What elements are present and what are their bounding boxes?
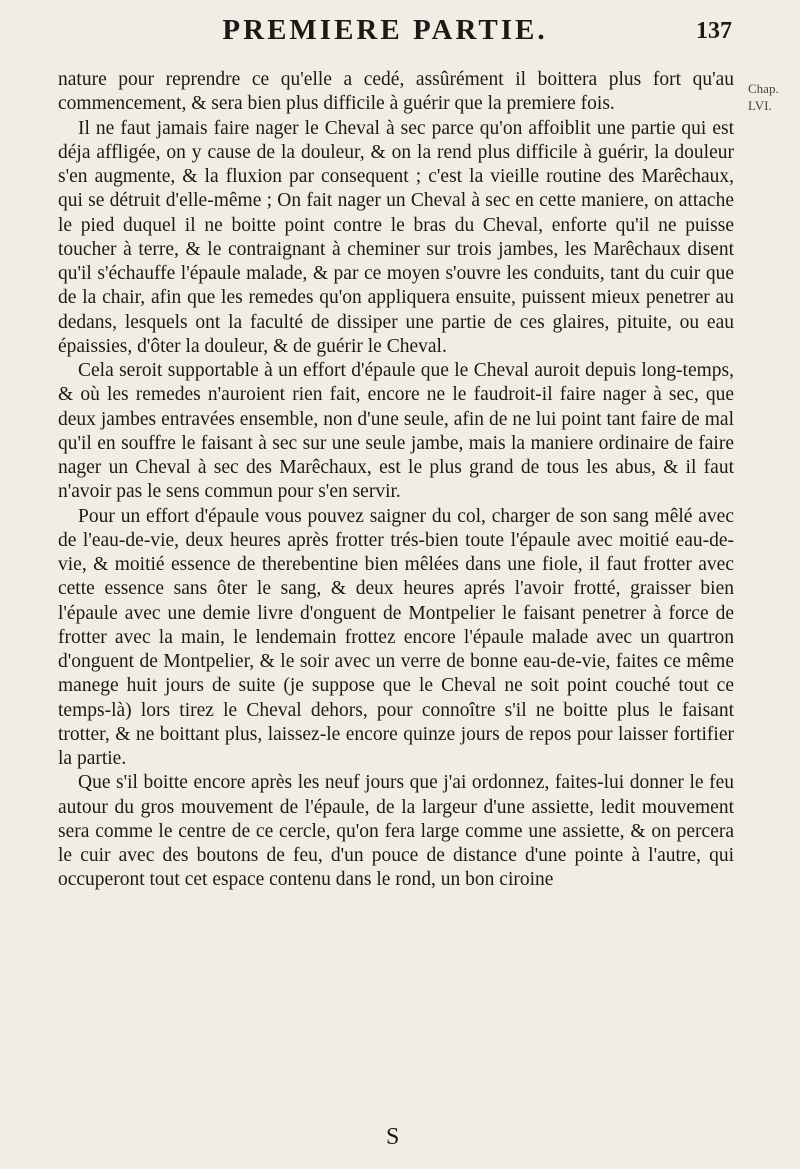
margin-note-chapter: Chap. — [748, 81, 779, 96]
running-title: PREMIERE PARTIE. — [222, 14, 548, 46]
paragraph: Il ne faut jamais faire nager le Cheval à sec parce qu'on affoiblit une partie qui est déja affligée, on y cause de la douleur, & on la rend plus difficile à guérir, la douleur s'en augmente, & la fluxion par consequent ; c'est la vieille routine des Marêchaux, qui se détruit d'elle-même ; On fait nager un Cheval à sec en cette maniere, on attache le pied duquel il ne boitte point contre le bras du Cheval, enforte qu'il ne puisse toucher à terre, & le contraignant à cheminer sur trois jambes, les Marêchaux disent qu'il s'échauffe l'épaule malade, & par ce moyen s'ouvre les conduits, tant du cuir que de la chair, afin que les remedes qu'on appliquera ensuite, puissent mieux penetrer au dedans, lesquels ont la faculté de dissiper une partie de ces glaires, pituite, ou eau épaissies, d'ôter la douleur, & de guérir le Cheval. — [58, 117, 734, 357]
page-number: 137 — [696, 18, 732, 44]
paragraph: nature pour reprendre ce qu'elle a cedé, assûrément il boittera plus fort qu'au commencement, & sera bien plus difficile à guérir que la premiere fois. — [58, 69, 734, 115]
paragraph: Pour un effort d'épaule vous pouvez saigner du col, charger de son sang mêlé avec de l'eau-de-vie, deux heures après frotter trés-bien toute l'épaule avec moitié eau-de-vie, & moitié essence de therebentine bien mêlées dans une fiole, il faut frotter avec cette essence sans ôter le sang, & deux heures aprés l'avoir frotté, graisser bien l'épaule avec une demie livre d'onguent de Montpelier le faisant penetrer à force de frotter avec la main, le lendemain frottez encore l'épaule malade avec un quartron d'onguent de Montpelier, & le soir avec un verre de bonne eau-de-vie, faites ce même manege huit jours de suite (je suppose que le Cheval ne soit point couché tout ce temps-là) lors tirez le Cheval dehors, pour connoître s'il ne boitte plus le faisant trotter, & ne boittant plus, laissez-le encore quinze jours de repos pour laisser fortifier la partie. — [58, 505, 734, 769]
margin-note — [748, 80, 800, 114]
paragraph: Cela seroit supportable à un effort d'épaule que le Cheval auroit depuis long-temps, & où les remedes n'auroient rien fait, encore ne le faudroit-il faire nager à sec, que deux jambes entravées ensemble, non d'une seule, afin de ne lui point tant faire de mal qu'il en souffre le faisant à sec sur une seule jambe, mais la maniere ordinaire de faire nager un Cheval à sec des Marêchaux, est le plus grand de tous les abus, & il faut n'avoir pas le sens commun pour s'en servir. — [58, 360, 734, 503]
body-text — [58, 68, 734, 893]
margin-note-number: LVI. — [748, 98, 772, 113]
paragraph: Que s'il boitte encore après les neuf jours que j'ai ordonnez, faites-lui donner le feu autour du gros mouvement de l'épaule, de la largeur d'une assiette, ledit mouvement sera comme le centre de ce cercle, qu'on fera large comme une assiette, & on percera le cuir avec des boutons de feu, d'un pouce de distance d'une pointe à l'autre, qui occuperont tout cet espace contenu dans le rond, un bon ciroine — [58, 772, 734, 891]
signature-mark: S — [386, 1124, 400, 1150]
